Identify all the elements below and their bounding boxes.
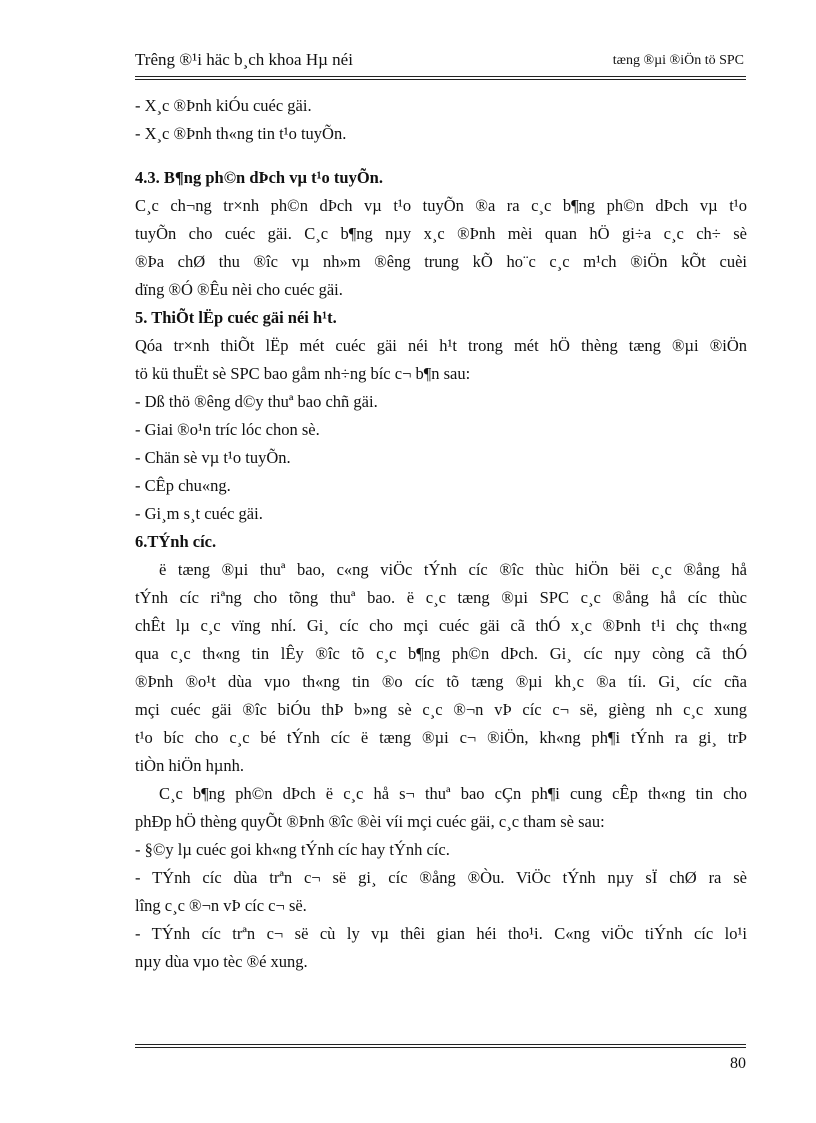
header-rule-double (135, 79, 746, 80)
paragraph-line: tuyÕn cho cuéc gäi. C¸c b¶ng nµy x¸c ®Þnh mèi quan hÖ gi÷a c¸c ch÷ sè (135, 224, 747, 243)
list-item: - Gi¸m s¸t cuéc gäi. (135, 504, 263, 523)
footer-rule-double (135, 1047, 746, 1048)
list-item: - §©y lµ cuéc goi kh«ng tÝnh cíc hay tÝnh cíc. (135, 840, 450, 859)
list-item: - TÝnh cíc trªn c¬ së cù ly vµ thêi gian héi tho¹i. C«ng viÖc tiÝnh cíc lo¹i (135, 924, 747, 943)
page-number: 80 (730, 1055, 746, 1072)
paragraph-line: phÐp hÖ thèng quyÕt ®Þnh ®îc ®èi víi mçi cuéc gäi, c¸c tham sè sau: (135, 812, 605, 831)
paragraph-line: C¸c ch¬ng tr×nh ph©n dÞch vµ t¹o tuyÕn ®a ra c¸c b¶ng ph©n dÞch vµ t¹o (135, 196, 747, 215)
list-item-continuation: lîng c¸c ®¬n vÞ cíc c¬ së. (135, 896, 307, 915)
list-item: - CÊp chu«ng. (135, 476, 231, 495)
section-heading-6: 6.TÝnh cíc. (135, 532, 217, 551)
paragraph-line: tÝnh cíc riªng cho tõng thuª bao. ë c¸c tæng ®µi SPC c¸c ®ång hå cíc thùc (135, 588, 747, 607)
footer-rule (135, 1044, 746, 1045)
paragraph-line: qua c¸c th«ng tin lÊy ®îc tõ c¸c b¶ng ph©n dÞch. Gi¸ cíc nµy còng cã thÓ (135, 644, 747, 663)
paragraph-line: ®Þnh ®o¹t dùa vµo th«ng tin ®o cíc tõ tæng ®µi kh¸c ®a tíi. Gi¸ cíc cña (135, 672, 747, 691)
paragraph-line: tiÒn hiÖn hµnh. (135, 756, 244, 775)
list-item: - Dß thö ®êng d©y thuª bao chñ gäi. (135, 392, 378, 411)
header-institution: Trêng ®¹i häc b¸ch khoa Hµ néi (135, 50, 353, 69)
page-body (135, 92, 747, 976)
list-item: - X¸c ®Þnh th«ng tin t¹o tuyÕn. (135, 124, 347, 143)
header-topic: tæng ®µi ®iÖn tö SPC (612, 53, 744, 68)
paragraph-line: Qóa tr×nh thiÕt lËp mét cuéc gäi néi h¹t trong mét hÖ thèng tæng ®µi ®iÖn (135, 336, 747, 355)
list-item: - Chän sè vµ t¹o tuyÕn. (135, 448, 291, 467)
paragraph-line: t¹o bíc cho c¸c bé tÝnh cíc ë tæng ®µi c¬ ®iÖn, kh«ng ph¶i tÝnh ra gi¸ trÞ (135, 728, 747, 747)
paragraph-line: chÊt lµ c¸c vïng nhí. Gi¸ cíc cho mçi cuéc gäi cã thÓ x¸c ®Þnh t¹i chç th«ng (135, 616, 747, 635)
list-item: - TÝnh cíc dùa trªn c¬ së gi¸ cíc ®ång ®Òu. ViÖc tÝnh nµy sÏ chØ ra sè (135, 868, 747, 887)
page-header (135, 48, 746, 74)
paragraph-line: mçi cuéc gäi ®îc biÓu thÞ b»ng sè c¸c ®¬n vÞ cíc c¬ së, gièng nh c¸c xung (135, 700, 747, 719)
header-rule (135, 76, 746, 77)
list-item: - X¸c ®Þnh kiÓu cuéc gäi. (135, 96, 312, 115)
paragraph-line: C¸c b¶ng ph©n dÞch ë c¸c hå s¬ thuª bao cÇn ph¶i cung cÊp th«ng tin cho (159, 784, 747, 803)
list-item: - Giai ®o¹n tríc lóc chon sè. (135, 420, 320, 439)
paragraph-line: ®Þa chØ thu ®îc vµ nh»m ®êng trung kÕ ho¨c c¸c m¹ch ®iÖn kÕt cuèi (135, 252, 747, 271)
list-item-continuation: nµy dùa vµo tèc ®é xung. (135, 952, 308, 971)
section-heading-4-3: 4.3. B¶ng ph©n dÞch vµ t¹o tuyÕn. (135, 168, 383, 187)
section-heading-5: 5. ThiÕt lËp cuéc gäi néi h¹t. (135, 308, 337, 327)
paragraph-line: tö kü thuËt sè SPC bao gåm nh÷ng bíc c¬ b¶n sau: (135, 364, 471, 383)
paragraph-line: ë tæng ®µi thuª bao, c«ng viÖc tÝnh cíc ®îc thùc hiÖn bëi c¸c ®ång hå (159, 560, 747, 579)
paragraph-line: dïng ®Ó ®Êu nèi cho cuéc gäi. (135, 280, 343, 299)
